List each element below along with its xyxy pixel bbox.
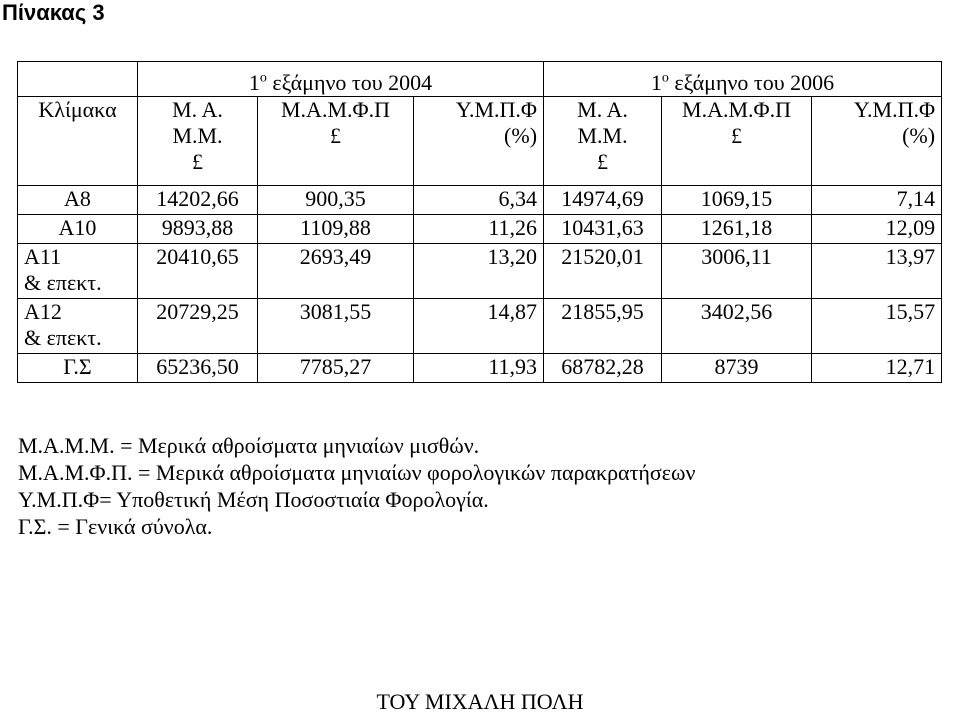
cell-mamfp-2004: 7785,27	[258, 354, 414, 383]
cell-mam-2006: 21855,95	[544, 299, 662, 354]
period-2006-header	[544, 62, 942, 97]
cell-mamfp-2006: 1261,18	[662, 215, 812, 244]
cell-ympf-2004: 11,26	[414, 215, 544, 244]
period-2006-ordinal: ο	[661, 70, 669, 86]
header-ympf-2006: Υ.Μ.Π.Φ (%)	[812, 97, 942, 186]
period-2006-text: εξάμηνο του 2006	[668, 70, 835, 95]
table-row	[18, 299, 942, 354]
cell-mam-2006: 68782,28	[544, 354, 662, 383]
cell-ympf-2006: 12,71	[812, 354, 942, 383]
header-mamfp-2004: Μ.Α.Μ.Φ.Π £	[258, 97, 414, 186]
cell-scale: Α11 & επεκτ.	[18, 244, 138, 299]
cell-mam-2006: 14974,69	[544, 186, 662, 215]
cell-ympf-2004: 11,93	[414, 354, 544, 383]
cell-scale: Α12 & επεκτ.	[18, 299, 138, 354]
period-header-row	[18, 62, 942, 97]
column-header-row	[18, 97, 942, 186]
note-line: Μ.Α.Μ.Μ. = Μερικά αθροίσματα μηνιαίων μισθών.	[18, 433, 480, 458]
cell-mam-2006: 10431,63	[544, 215, 662, 244]
cell-mamfp-2006: 1069,15	[662, 186, 812, 215]
header-ympf-2004: Υ.Μ.Π.Φ (%)	[414, 97, 544, 186]
header-mam-2006: Μ. Α. Μ.Μ. £	[544, 97, 662, 186]
cell-mam-2004: 20729,25	[138, 299, 258, 354]
period-2004-ordinal: ο	[259, 70, 267, 86]
note-line: Μ.Α.Μ.Φ.Π. = Μερικά αθροίσματα μηνιαίων φορολογικών παρακρατήσεων	[18, 460, 696, 485]
table-row	[18, 244, 942, 299]
period-empty-cell	[18, 62, 138, 97]
tax-table	[17, 61, 942, 383]
cell-ympf-2004: 13,20	[414, 244, 544, 299]
cell-mamfp-2006: 3402,56	[662, 299, 812, 354]
tax-table-wrapper	[17, 61, 941, 383]
cell-mam-2004: 65236,50	[138, 354, 258, 383]
cell-mam-2006: 21520,01	[544, 244, 662, 299]
header-mamfp-2006: Μ.Α.Μ.Φ.Π £	[662, 97, 812, 186]
table-row	[18, 186, 942, 215]
cell-mamfp-2004: 2693,49	[258, 244, 414, 299]
table-row	[18, 215, 942, 244]
cell-mamfp-2004: 1109,88	[258, 215, 414, 244]
cell-ympf-2004: 14,87	[414, 299, 544, 354]
cell-mamfp-2004: 900,35	[258, 186, 414, 215]
header-scale: Κλίμακα	[18, 97, 138, 186]
cell-ympf-2006: 13,97	[812, 244, 942, 299]
cell-mam-2004: 20410,65	[138, 244, 258, 299]
note-line: Γ.Σ. = Γενικά σύνολα.	[18, 514, 213, 539]
cell-ympf-2006: 15,57	[812, 299, 942, 354]
table-heading: Πίνακας 3	[2, 0, 105, 25]
cell-mamfp-2006: 8739	[662, 354, 812, 383]
cell-mam-2004: 14202,66	[138, 186, 258, 215]
period-2006-number: 1	[650, 70, 662, 95]
cell-ympf-2004: 6,34	[414, 186, 544, 215]
cell-mamfp-2004: 3081,55	[258, 299, 414, 354]
period-2004-header	[138, 62, 544, 97]
period-2004-number: 1	[248, 70, 260, 95]
cell-scale: Α10	[18, 215, 138, 244]
cell-mamfp-2006: 3006,11	[662, 244, 812, 299]
header-mam-2004: Μ. Α. Μ.Μ. £	[138, 97, 258, 186]
note-line: Υ.Μ.Π.Φ= Υποθετική Μέση Ποσοστιαία Φορολογία.	[18, 487, 489, 512]
author-footer: ΤΟΥ ΜΙΧΑΛΗ ΠΟΛΗ	[376, 689, 584, 714]
cell-scale: Α8	[18, 186, 138, 215]
abbreviation-notes	[18, 432, 695, 540]
period-2004-text: εξάμηνο του 2004	[266, 70, 433, 95]
cell-scale: Γ.Σ	[18, 354, 138, 383]
cell-ympf-2006: 7,14	[812, 186, 942, 215]
cell-mam-2004: 9893,88	[138, 215, 258, 244]
cell-ympf-2006: 12,09	[812, 215, 942, 244]
totals-row	[18, 354, 942, 383]
